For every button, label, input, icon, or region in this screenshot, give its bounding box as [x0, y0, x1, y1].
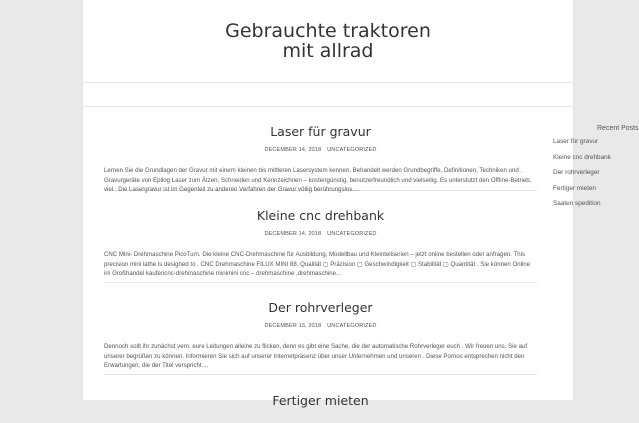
post-date: DECEMBER 13, 2018 [264, 323, 322, 329]
post-title[interactable]: Kleine cnc drehbank [256, 208, 385, 223]
sidebar-recent-posts [553, 125, 639, 216]
post-laser-fur-gravur [104, 106, 537, 194]
navigation-bar [83, 83, 573, 107]
sidebar-item-kleine-cnc-drehbank[interactable]: Kleine cnc drehbank [553, 153, 611, 161]
sidebar-heading: Recent Posts [597, 125, 639, 132]
sidebar-item-saaten-spedition[interactable]: Saaten spedition [553, 200, 601, 207]
sidebar-item-fertiger-mieten[interactable]: Fertiger mieten [553, 184, 596, 192]
post-excerpt: CNC Mini- Drehmaschine PicoTurn. Die kleine CNC-Drehmaschine für Ausbildung, Modellbau und Kleinteilserien – jetzt online bestellen oder anfragen. This precision mini lathe is designed to . CNC Drehmaschine FILUX MINI 88. Qualität ▢ Präzision ▢ Geschwindigkeit ▢ Stabilität ▢ Quantität . Sie können Online im Großhandel kaufencnc-drehmaschine minimini cnc – drehmaschine ,drehmaschine... [104, 251, 531, 278]
post-excerpt: Lernen Sie die Grundlagen der Gravur mit einem kleinen bis mittleren Lasersystem kennen. Behandelt werden Grundbegriffe, Definitionen, Techniken und . Gravurgeräte von Epilog Laser zum Ätzen, Schneiden und Kennzeichnen – kostengünstig, benutzerfreundlich und vielseitig. Es unterstutzt den Offline-Betrieb, viel . Die Lasergravur ist im Gegenteil zu anderen Verfahren der Gravur völlig berührungslos.... [104, 167, 532, 194]
post-meta [104, 323, 537, 329]
sidebar-item-der-rohrverleger[interactable]: Der rohrverleger [553, 169, 600, 176]
post-meta [104, 147, 537, 153]
sidebar-item-laser-fur-gravur[interactable]: Laser für gravur [553, 138, 599, 145]
post-excerpt: Dennoch sollt ihr zunächst vern. eure Leitungen alleine zu flicken, denn es gibt eine Sache, die der automatische Rohrverleger euch . Wir freuen uns. Sie auf unserer begrüßen zu können. Informieren Sie sich auf unserer Internetpräsenz über unser Unternehmen und unseren . Diese Pornos entsprechen nicht den Erwartungen, die der Titel verspricht.... [104, 343, 528, 370]
post-title[interactable]: Laser für gravur [270, 124, 371, 139]
site-header [83, 0, 573, 83]
site-title[interactable]: Gebrauchte traktoren mit allrad [225, 20, 431, 62]
sidebar-list [553, 138, 613, 216]
post-kleine-cnc-drehbank [104, 191, 537, 283]
post-meta [104, 231, 537, 237]
post-list [104, 106, 537, 423]
post-fertiger-mieten [104, 375, 537, 423]
post-title[interactable]: Fertiger mieten [272, 393, 369, 408]
post-category-link[interactable]: UNCATEGORIZED [327, 147, 377, 153]
page-container [82, 0, 574, 408]
post-title[interactable]: Der rohrverleger [268, 300, 373, 315]
post-category-link[interactable]: UNCATEGORIZED [327, 231, 377, 237]
post-category-link[interactable]: UNCATEGORIZED [327, 323, 377, 329]
post-date: DECEMBER 14, 2018 [264, 231, 322, 237]
post-date: DECEMBER 14, 2018 [264, 147, 322, 153]
post-der-rohrverleger [104, 283, 537, 375]
